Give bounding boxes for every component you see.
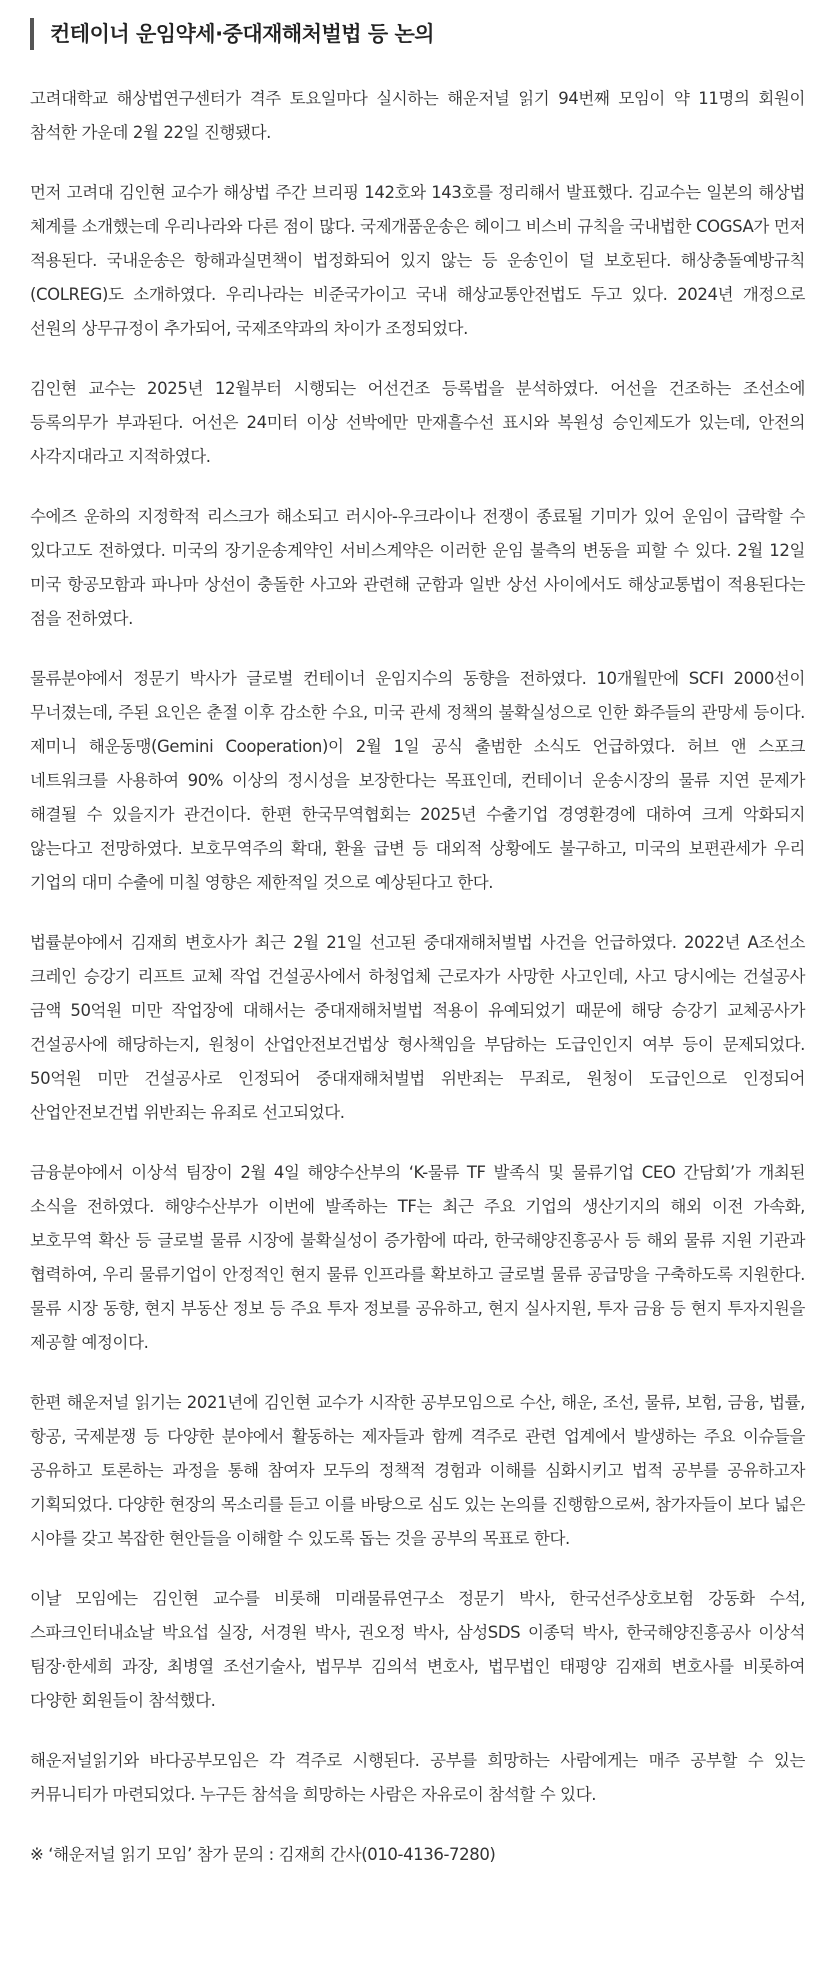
paragraph-legal: 법률분야에서 김재희 변호사가 최근 2월 21일 선고된 중대재해처벌법 사건을 언급하였다. 2022년 A조선소 크레인 승강기 리프트 교체 작업 건설공사에서 하청업체 근로자가 사망한 사고인데, 사고 당시에는 건설공사 금액 50억원 미만 작업장에 대해서는 중대재해처벌법 적용이 유예되었기 때문에 해당 승강기 교체공사가 건설공사에 해당하는지, 원청이 산업안전보건법상 형사책임을 부담하는 도급인인지 여부 등이 문제되었다. 50억원 미만 건설공사로 인정되어 중대재해처벌법 위반죄는 무죄로, 원청이 도급인으로 인정되어 산업안전보건법 위반죄는 유죄로 선고되었다. bbox=[30, 933, 805, 1122]
paragraph-schedule: 해운저널읽기와 바다공부모임은 각 격주로 시행된다. 공부를 희망하는 사람에게는 매주 공부할 수 있는 커뮤니티가 마련되었다. 누구든 참석을 희망하는 사람은 자유로이 참석할 수 있다. bbox=[30, 1751, 805, 1804]
paragraph-attendees: 이날 모임에는 김인현 교수를 비롯해 미래물류연구소 정문기 박사, 한국선주상호보험 강동화 수석, 스파크인터내쇼날 박요섭 실장, 서경원 박사, 권오정 박사, 삼성SDS 이종덕 박사, 한국해양진흥공사 이상석 팀장·한세희 과장, 최병열 조선기술사, 법무부 김의석 변호사, 법무법인 태평양 김재희 변호사를 비롯하여 다양한 회원들이 참석했다. bbox=[30, 1589, 805, 1710]
paragraph-freight-risk: 수에즈 운하의 지정학적 리스크가 해소되고 러시아-우크라이나 전쟁이 종료될 기미가 있어 운임이 급락할 수 있다고도 전하였다. 미국의 장기운송계약인 서비스계약은 이러한 운임 불측의 변동을 피할 수 있다. 2월 12일 미국 항공모함과 파나마 상선이 충돌한 사고와 관련해 군함과 일반 상선 사이에서도 해상교통법이 적용된다는 점을 전하였다. bbox=[30, 507, 805, 628]
contact-note: ※ ‘해운저널 읽기 모임’ 참가 문의 : 김재희 간사(010-4136-7280) bbox=[30, 1845, 496, 1864]
paragraph-logistics: 물류분야에서 정문기 박사가 글로벌 컨테이너 운임지수의 동향을 전하였다. 10개월만에 SCFI 2000선이 무너졌는데, 주된 요인은 춘절 이후 감소한 수요, 미국 관세 정책의 불확실성으로 인한 화주들의 관망세 등이다. 제미니 해운동맹(Gemini Cooperation)이 2월 1일 공식 출범한 소식도 언급하였다. 허브 앤 스포크 네트워크를 사용하여 90% 이상의 정시성을 보장한다는 목표인데, 컨테이너 운송시장의 물류 지연 문제가 해결될 수 있을지가 관건이다. 한편 한국무역협회는 2025년 수출기업 경영환경에 대하여 크게 악화되지 않는다고 전망하였다. 보호무역주의 확대, 환율 급변 등 대외적 상황에도 불구하고, 미국의 보편관세가 우리 기업의 대미 수출에 미칠 영향은 제한적일 것으로 예상된다고 한다. bbox=[30, 669, 805, 892]
paragraph-study-group: 한편 해운저널 읽기는 2021년에 김인현 교수가 시작한 공부모임으로 수산, 해운, 조선, 물류, 보험, 금융, 법률, 항공, 국제분쟁 등 다양한 분야에서 활동하는 제자들과 함께 격주로 관련 업계에서 발생하는 주요 이슈들을 공유하고 토론하는 과정을 통해 참여자 모두의 정책적 경험과 이해를 심화시키고 법적 공부를 공유하고자 기획되었다. 다양한 현장의 목소리를 듣고 이를 바탕으로 심도 있는 논의를 진행함으로써, 참가자들이 보다 넓은 시야를 갖고 복잡한 현안들을 이해할 수 있도록 돕는 것을 공부의 목표로 한다. bbox=[30, 1393, 805, 1548]
paragraph-finance: 금융분야에서 이상석 팀장이 2월 4일 해양수산부의 ‘K-물류 TF 발족식 및 물류기업 CEO 간담회’가 개최된 소식을 전하였다. 해양수산부가 이번에 발족하는 TF는 최근 주요 기업의 생산기지의 해외 이전 가속화, 보호무역 확산 등 글로벌 물류 시장에 불확실성이 증가함에 따라, 한국해양진흥공사 등 해외 물류 지원 기관과 협력하여, 우리 물류기업이 안정적인 현지 물류 인프라를 확보하고 글로벌 물류 공급망을 구축하도록 지원한다. 물류 시장 동향, 현지 부동산 정보 등 주요 투자 정보를 공유하고, 현지 실사지원, 투자 금융 등 현지 투자지원을 제공할 예정이다. bbox=[30, 1163, 805, 1352]
paragraph-intro: 고려대학교 해상법연구센터가 격주 토요일마다 실시하는 해운저널 읽기 94번째 모임이 약 11명의 회원이 참석한 가운데 2월 22일 진행됐다. bbox=[30, 89, 805, 142]
paragraph-maritime-law-briefing: 먼저 고려대 김인현 교수가 해상법 주간 브리핑 142호와 143호를 정리해서 발표했다. 김교수는 일본의 해상법 체계를 소개했는데 우리나라와 다른 점이 많다. 국제개품운송은 헤이그 비스비 규칙을 국내법한 COGSA가 먼저 적용된다. 국내운송은 항해과실면책이 법정화되어 있지 않는 등 운송인이 덜 보호된다. 해상충돌예방규칙(COLREG)도 소개하였다. 우리나라는 비준국가이고 국내 해상교통안전법도 두고 있다. 2024년 개정으로 선원의 상무규정이 추가되어, 국제조약과의 차이가 조정되었다. bbox=[30, 183, 805, 338]
article-subheading: 컨테이너 운임약세·중대재해처벌법 등 논의 bbox=[30, 18, 805, 50]
paragraph-fishing-vessel-act: 김인현 교수는 2025년 12월부터 시행되는 어선건조 등록법을 분석하였다. 어선을 건조하는 조선소에 등록의무가 부과된다. 어선은 24미터 이상 선박에만 만재흘수선 표시와 복원성 승인제도가 있는데, 안전의 사각지대라고 지적하였다. bbox=[30, 379, 805, 466]
